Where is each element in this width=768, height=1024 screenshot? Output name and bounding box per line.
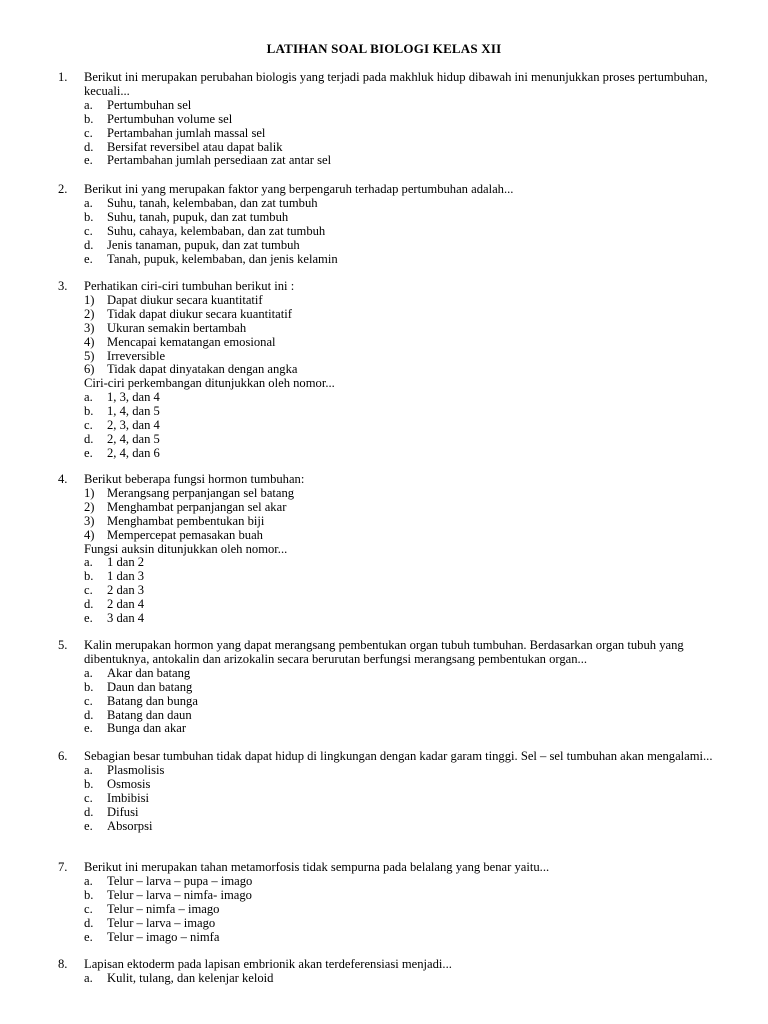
option-b — [84, 778, 728, 792]
question-6 — [58, 750, 728, 833]
statement-text: Mempercepat pemasakan buah — [107, 527, 263, 542]
page-title: LATIHAN SOAL BIOLOGI KELAS XII — [266, 41, 502, 56]
option-c — [84, 419, 728, 433]
option-text: Telur – imago – nimfa — [107, 929, 220, 944]
option-e — [84, 931, 728, 945]
option-text: Suhu, tanah, kelembaban, dan zat tumbuh — [107, 195, 318, 210]
statement-4 — [84, 529, 728, 543]
statement-2 — [84, 308, 728, 322]
option-b — [84, 889, 728, 903]
question-stem: Kalin merupakan hormon yang dapat merangsang pembentukan organ tubuh tumbuhan. Berdasarkan organ tubuh yang dibentuknya, antokalin dan arizokalin secara berurutan berfungsi merangsang pembentukan organ... — [84, 638, 684, 666]
option-text: 1, 4, dan 5 — [107, 404, 160, 419]
option-e — [84, 253, 728, 267]
question-stem: Berikut ini merupakan tahan metamorfosis tidak sempurna pada belalang yang benar yaitu... — [84, 860, 550, 874]
option-a — [84, 667, 728, 681]
option-text: Pertambahan jumlah persediaan zat antar sel — [107, 153, 332, 168]
option-b — [84, 570, 728, 584]
option-text: Jenis tanaman, pupuk, dan zat tumbuh — [107, 237, 300, 252]
option-label: a. — [84, 873, 93, 888]
option-b — [84, 211, 728, 225]
option-label: a. — [84, 195, 93, 210]
question-number: 8. — [58, 957, 68, 971]
statement-label: 3) — [84, 513, 95, 528]
question-1 — [58, 71, 728, 168]
question-stem: Berikut beberapa fungsi hormon tumbuhan: — [84, 472, 305, 486]
option-d — [84, 806, 728, 820]
statement-label: 5) — [84, 348, 95, 363]
statement-label: 2) — [84, 306, 95, 321]
option-text: 2, 4, dan 6 — [107, 445, 160, 460]
option-text: Batang dan bunga — [107, 693, 198, 708]
option-label: b. — [84, 776, 94, 791]
statement-3 — [84, 322, 728, 336]
option-label: d. — [84, 804, 94, 819]
option-a — [84, 875, 728, 889]
option-text: Akar dan batang — [107, 665, 191, 680]
question-stem: Berikut ini merupakan perubahan biologis yang terjadi pada makhluk hidup dibawah ini menunjukkan proses pertumbuhan, kecuali... — [84, 70, 708, 98]
statement-text: Dapat diukur secara kuantitatif — [107, 292, 263, 307]
question-stem: Lapisan ektoderm pada lapisan embrionik akan terdeferensiasi menjadi... — [84, 957, 452, 971]
option-text: 2, 4, dan 5 — [107, 431, 160, 446]
question-4 — [58, 473, 728, 626]
statement-2 — [84, 501, 728, 515]
option-text: Batang dan daun — [107, 707, 192, 722]
option-c — [84, 695, 728, 709]
option-a — [84, 764, 728, 778]
statement-label: 2) — [84, 499, 95, 514]
option-text: Bunga dan akar — [107, 721, 187, 736]
option-text: Telur – larva – imago — [107, 915, 216, 930]
statement-3 — [84, 515, 728, 529]
option-a — [84, 556, 728, 570]
option-text: 2 dan 4 — [107, 597, 145, 612]
option-label: a. — [84, 762, 93, 777]
option-c — [84, 584, 728, 598]
question-number: 4. — [58, 472, 68, 486]
statement-text: Tidak dapat dinyatakan dengan angka — [107, 362, 298, 377]
statement-text: Ukuran semakin bertambah — [107, 320, 247, 335]
option-d — [84, 598, 728, 612]
statement-4 — [84, 336, 728, 350]
statement-text: Tidak dapat diukur secara kuantitatif — [107, 306, 292, 321]
question-number: 3. — [58, 279, 68, 293]
option-a — [84, 972, 728, 986]
option-label: b. — [84, 209, 94, 224]
option-label: d. — [84, 237, 94, 252]
option-text: Pertambahan jumlah massal sel — [107, 125, 266, 140]
option-text: Absorpsi — [107, 818, 153, 833]
option-label: e. — [84, 445, 93, 460]
option-text: Telur – nimfa – imago — [107, 901, 220, 916]
option-text: Daun dan batang — [107, 679, 193, 694]
statement-label: 3) — [84, 320, 95, 335]
option-e — [84, 820, 728, 834]
option-text: Tanah, pupuk, kelembaban, dan jenis kelamin — [107, 251, 338, 266]
option-label: d. — [84, 707, 94, 722]
option-a — [84, 197, 728, 211]
option-text: Telur – larva – nimfa- imago — [107, 887, 252, 902]
option-label: a. — [84, 555, 93, 570]
question-2 — [58, 183, 728, 266]
option-a — [84, 99, 728, 113]
question-number: 6. — [58, 749, 68, 763]
option-text: Imbibisi — [107, 790, 149, 805]
option-d — [84, 917, 728, 931]
option-c — [84, 903, 728, 917]
option-label: c. — [84, 583, 93, 598]
statement-text: Menghambat pembentukan biji — [107, 513, 265, 528]
option-e — [84, 722, 728, 736]
option-label: a. — [84, 665, 93, 680]
option-label: b. — [84, 887, 94, 902]
option-label: c. — [84, 125, 93, 140]
question-number: 2. — [58, 182, 68, 196]
option-text: Bersifat reversibel atau dapat balik — [107, 139, 283, 154]
question-number: 1. — [58, 70, 68, 84]
statement-label: 1) — [84, 485, 95, 500]
statement-text: Irreversible — [107, 348, 166, 363]
option-label: b. — [84, 404, 94, 419]
option-text: 1 dan 3 — [107, 569, 145, 584]
statement-1 — [84, 294, 728, 308]
option-text: Pertumbuhan sel — [107, 97, 192, 112]
option-e — [84, 447, 728, 461]
option-text: 1 dan 2 — [107, 555, 145, 570]
question-8 — [58, 958, 728, 986]
option-text: Osmosis — [107, 776, 151, 791]
statement-text: Mencapai kematangan emosional — [107, 334, 276, 349]
question-3 — [58, 280, 728, 461]
option-b — [84, 405, 728, 419]
option-text: Telur – larva – pupa – imago — [107, 873, 253, 888]
option-text: Plasmolisis — [107, 762, 165, 777]
option-label: c. — [84, 418, 93, 433]
statement-1 — [84, 487, 728, 501]
option-label: c. — [84, 901, 93, 916]
option-text: Pertumbuhan volume sel — [107, 111, 233, 126]
question-number: 5. — [58, 638, 68, 652]
option-label: c. — [84, 790, 93, 805]
option-text: 3 dan 4 — [107, 611, 145, 626]
option-e — [84, 612, 728, 626]
option-label: d. — [84, 597, 94, 612]
option-label: b. — [84, 679, 94, 694]
option-label: e. — [84, 818, 93, 833]
option-text: Kulit, tulang, dan kelenjar keloid — [107, 970, 274, 985]
option-label: c. — [84, 693, 93, 708]
option-d — [84, 239, 728, 253]
option-text: Suhu, cahaya, kelembaban, dan zat tumbuh — [107, 223, 326, 238]
option-b — [84, 113, 728, 127]
question-7 — [58, 861, 728, 944]
option-label: b. — [84, 569, 94, 584]
question-prompt: Ciri-ciri perkembangan ditunjukkan oleh nomor... — [84, 376, 335, 391]
option-label: e. — [84, 153, 93, 168]
option-label: a. — [84, 970, 93, 985]
statement-label: 4) — [84, 527, 95, 542]
statement-text: Merangsang perpanjangan sel batang — [107, 485, 295, 500]
option-e — [84, 154, 728, 168]
option-label: e. — [84, 721, 93, 736]
statement-6 — [84, 363, 728, 377]
option-label: d. — [84, 139, 94, 154]
option-label: d. — [84, 431, 94, 446]
option-label: e. — [84, 251, 93, 266]
option-label: e. — [84, 611, 93, 626]
option-b — [84, 681, 728, 695]
option-c — [84, 225, 728, 239]
option-c — [84, 792, 728, 806]
option-d — [84, 433, 728, 447]
option-label: a. — [84, 97, 93, 112]
option-d — [84, 709, 728, 723]
question-prompt: Fungsi auksin ditunjukkan oleh nomor... — [84, 541, 288, 556]
option-d — [84, 141, 728, 155]
option-text: 2 dan 3 — [107, 583, 145, 598]
statement-label: 4) — [84, 334, 95, 349]
question-stem: Sebagian besar tumbuhan tidak dapat hidup di lingkungan dengan kadar garam tinggi. Sel – sel tumbuhan akan mengalami... — [84, 749, 713, 763]
statement-label: 1) — [84, 292, 95, 307]
option-text: 2, 3, dan 4 — [107, 418, 160, 433]
question-number: 7. — [58, 860, 68, 874]
option-text: 1, 3, dan 4 — [107, 390, 160, 405]
statement-5 — [84, 350, 728, 364]
option-label: c. — [84, 223, 93, 238]
option-label: e. — [84, 929, 93, 944]
option-a — [84, 391, 728, 405]
statement-text: Menghambat perpanjangan sel akar — [107, 499, 287, 514]
option-text: Difusi — [107, 804, 139, 819]
option-label: a. — [84, 390, 93, 405]
option-text: Suhu, tanah, pupuk, dan zat tumbuh — [107, 209, 289, 224]
question-stem: Perhatikan ciri-ciri tumbuhan berikut ini : — [84, 279, 295, 293]
question-stem: Berikut ini yang merupakan faktor yang berpengaruh terhadap pertumbuhan adalah... — [84, 182, 514, 196]
option-label: b. — [84, 111, 94, 126]
question-5 — [58, 639, 728, 736]
statement-label: 6) — [84, 362, 95, 377]
option-label: d. — [84, 915, 94, 930]
option-c — [84, 127, 728, 141]
